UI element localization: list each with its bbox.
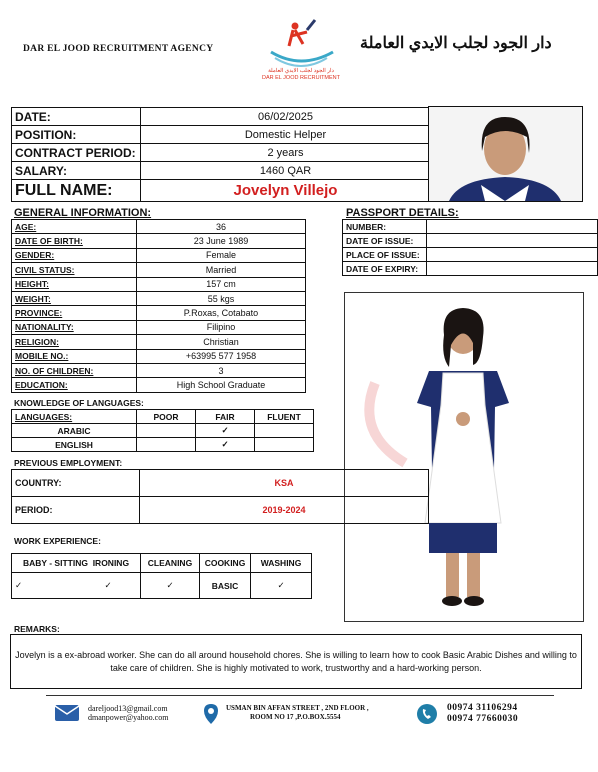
email-primary[interactable]: dareljood13@gmail.com <box>88 704 168 713</box>
table-row <box>343 262 598 276</box>
logo-mark-icon <box>255 12 347 70</box>
country-value: KSA <box>140 470 429 497</box>
language-fluent-cell <box>255 424 314 438</box>
date-label: DATE: <box>12 108 141 126</box>
previous-employment-title: PREVIOUS EMPLOYMENT: <box>14 458 123 468</box>
headshot-photo <box>428 106 583 202</box>
table-row <box>12 349 306 363</box>
baby-sitting-header: BABY - SITTING <box>22 558 88 568</box>
table-row <box>343 220 598 234</box>
previous-employment-table <box>11 469 429 524</box>
cleaning-value: ✓ <box>141 573 200 599</box>
passport-value <box>426 234 597 248</box>
language-fair-cell: ✓ <box>196 424 255 438</box>
general-info-label: NO. OF CHILDREN: <box>12 363 137 377</box>
table-row <box>12 220 306 234</box>
general-info-value: Married <box>137 263 306 277</box>
position-label: POSITION: <box>12 126 141 144</box>
ironing-header: IRONING <box>92 558 130 568</box>
passport-details-table <box>342 219 598 276</box>
table-row <box>12 108 431 126</box>
general-info-label: RELIGION: <box>12 335 137 349</box>
table-row <box>12 410 314 424</box>
salary-label: SALARY: <box>12 162 141 180</box>
position-info-table <box>11 107 431 202</box>
table-row <box>12 306 306 320</box>
phone-primary[interactable]: 00974 31106294 <box>447 703 518 713</box>
table-row <box>12 162 431 180</box>
table-row <box>12 573 312 599</box>
address-line-1: USMAN BIN AFFAN STREET , 2ND FLOOR , <box>226 704 369 712</box>
general-info-label: DATE OF BIRTH: <box>12 234 137 248</box>
general-info-label: GENDER: <box>12 248 137 262</box>
table-row <box>12 363 306 377</box>
agency-name-arabic: دار الجود لجلب الايدي العاملة <box>360 35 552 52</box>
position-value: Domestic Helper <box>141 126 431 144</box>
table-row <box>343 248 598 262</box>
language-column-header: LANGUAGES: <box>12 410 137 424</box>
language-fluent-cell <box>255 438 314 452</box>
general-info-value: Filipino <box>137 320 306 334</box>
ironing-value: ✓ <box>76 573 141 599</box>
general-info-label: NATIONALITY: <box>12 320 137 334</box>
general-info-label: PROVINCE: <box>12 306 137 320</box>
table-row <box>12 277 306 291</box>
general-info-table <box>11 219 306 393</box>
passport-value <box>426 248 597 262</box>
general-info-value: High School Graduate <box>137 378 306 392</box>
table-row <box>343 234 598 248</box>
general-info-value: 157 cm <box>137 277 306 291</box>
contract-period-label: CONTRACT PERIOD: <box>12 144 141 162</box>
agency-name-english: DAR EL JOOD RECRUITMENT AGENCY <box>23 44 214 54</box>
table-row <box>12 378 306 392</box>
table-row <box>12 263 306 277</box>
table-row <box>12 144 431 162</box>
table-row <box>12 335 306 349</box>
passport-value <box>426 220 597 234</box>
general-info-label: MOBILE NO.: <box>12 349 137 363</box>
period-value: 2019-2024 <box>140 497 429 524</box>
table-row <box>12 234 306 248</box>
address-line-2: ROOM NO 17 ,P.O.BOX.5554 <box>250 713 341 721</box>
languages-table <box>11 409 314 452</box>
washing-value: ✓ <box>251 573 312 599</box>
languages-title: KNOWLEDGE OF LANGUAGES: <box>14 398 144 408</box>
language-name-cell: ENGLISH <box>12 438 137 452</box>
baby-sitting-ironing-header <box>12 554 141 573</box>
general-info-value: 55 kgs <box>137 291 306 305</box>
date-value: 06/02/2025 <box>141 108 431 126</box>
language-poor-cell <box>137 424 196 438</box>
cleaning-header: CLEANING <box>141 554 200 573</box>
general-info-value: 23 June 1989 <box>137 234 306 248</box>
remarks-text: Jovelyn is a ex-abroad worker. She can do all around household chores. She is willing to learn how to cook Basic Arabic Dishes and willing to take care of children. She is highly motivated to work, trustworthy and a hard-working person. <box>10 634 582 689</box>
period-label: PERIOD: <box>12 497 140 524</box>
logo-caption-english: DAR EL JOOD RECRUITMENT <box>261 75 341 81</box>
general-info-label: WEIGHT: <box>12 291 137 305</box>
general-info-label: CIVIL STATUS: <box>12 263 137 277</box>
general-info-value: P.Roxas, Cotabato <box>137 306 306 320</box>
passport-label: DATE OF ISSUE: <box>343 234 427 248</box>
salary-value: 1460 QAR <box>141 162 431 180</box>
work-experience-title: WORK EXPERIENCE: <box>14 536 101 546</box>
language-column-header: POOR <box>137 410 196 424</box>
general-info-label: HEIGHT: <box>12 277 137 291</box>
table-row <box>12 438 314 452</box>
language-name-cell: ARABIC <box>12 424 137 438</box>
washing-header: WASHING <box>251 554 312 573</box>
language-column-header: FLUENT <box>255 410 314 424</box>
table-row <box>12 554 312 573</box>
passport-value <box>426 262 597 276</box>
general-info-value: Female <box>137 248 306 262</box>
full-body-photo <box>344 292 584 622</box>
agency-logo <box>255 12 347 84</box>
phone-secondary[interactable]: 00974 77660030 <box>447 714 519 724</box>
general-info-title: GENERAL INFORMATION: <box>14 207 152 219</box>
general-info-value: 36 <box>137 220 306 234</box>
table-row <box>12 248 306 262</box>
language-poor-cell <box>137 438 196 452</box>
passport-label: NUMBER: <box>343 220 427 234</box>
passport-label: DATE OF EXPIRY: <box>343 262 427 276</box>
table-row <box>12 291 306 305</box>
table-row <box>12 497 429 524</box>
general-info-value: Christian <box>137 335 306 349</box>
location-pin-icon <box>203 703 219 730</box>
general-info-value: +63995 577 1958 <box>137 349 306 363</box>
full-name-value: Jovelyn Villejo <box>141 180 431 202</box>
contract-period-value: 2 years <box>141 144 431 162</box>
full-name-label: FULL NAME: <box>12 180 141 202</box>
passport-details-title: PASSPORT DETAILS: <box>346 207 459 219</box>
country-label: COUNTRY: <box>12 470 140 497</box>
email-secondary[interactable]: dmanpower@yahoo.com <box>88 713 169 722</box>
phone-icon <box>416 703 438 730</box>
logo-caption-arabic: دار الجود لجلب الايدي العاملة <box>268 68 334 74</box>
cooking-value: BASIC <box>200 573 251 599</box>
table-row <box>12 126 431 144</box>
remarks-title: REMARKS: <box>14 624 60 634</box>
general-info-value: 3 <box>137 363 306 377</box>
general-info-label: EDUCATION: <box>12 378 137 392</box>
email-icon <box>54 704 80 727</box>
language-fair-cell: ✓ <box>196 438 255 452</box>
cooking-header: COOKING <box>200 554 251 573</box>
table-row <box>12 180 431 202</box>
general-info-label: AGE: <box>12 220 137 234</box>
table-row <box>12 424 314 438</box>
table-row <box>12 470 429 497</box>
work-experience-table <box>11 553 312 599</box>
table-row <box>12 320 306 334</box>
footer-divider <box>46 695 554 696</box>
passport-label: PLACE OF ISSUE: <box>343 248 427 262</box>
language-column-header: FAIR <box>196 410 255 424</box>
baby-sitting-value: ✓ <box>12 573 77 599</box>
